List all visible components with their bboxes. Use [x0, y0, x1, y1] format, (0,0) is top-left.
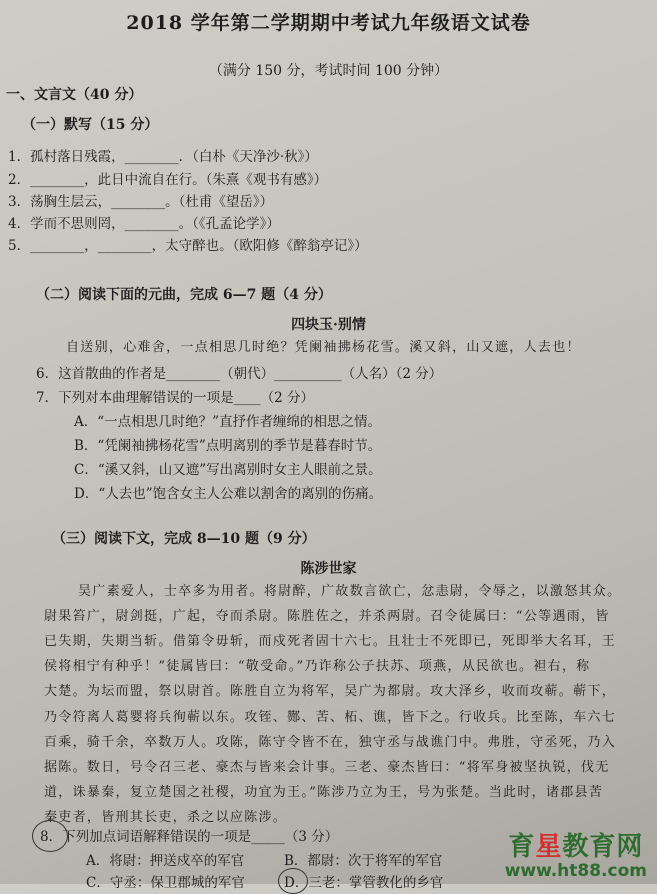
poem-title: 四块玉·别情	[291, 317, 366, 333]
part1-heading: 一、文言文（40 分）	[6, 87, 143, 103]
passage-line: 大楚。为坛而盟，祭以尉首。陈胜自立为将军，吴广为都尉。攻大泽乡，收而攻蕲。蕲下，	[44, 684, 617, 699]
q8-option-a: A．将尉：押送戍卒的军官	[86, 853, 245, 869]
section1-heading: （一）默写（15 分）	[22, 117, 159, 133]
passage-line: 百乘，骑千余，卒数万人。攻陈，陈守令皆不在，独守丞与战谯门中。弗胜，守丞死，乃入	[44, 735, 617, 750]
q7-option-b: B．“凭阑袖拂杨花雪”点明离别的季节是暮春时节。	[74, 438, 382, 454]
q8-option-d: D．三老：掌管教化的乡官	[284, 875, 444, 891]
q8-option-c: C．守丞：保卫郡城的军官	[86, 875, 245, 891]
passage-line: 吴广素爱人，士卒多为用者。将尉醉，广故数言欲亡，忿恚尉，令辱之，以激怒其众。	[78, 584, 622, 599]
passage-line: 乃令符离人葛婴将兵徇蕲以东。攻铚、酂、苦、柘、谯，皆下之。行收兵。比至陈，车六七	[44, 710, 617, 725]
question-5: 5．________，________，太守醉也。（欧阳修《醉翁亭记》）	[8, 238, 368, 254]
site-watermark	[505, 826, 647, 881]
exam-title: 2018 学年第二学期期中考试九年级语文试卷	[126, 12, 531, 34]
q7-option-c: C．“溪又斜，山又遮”写出离别时女主人眼前之景。	[74, 462, 382, 478]
question-3: 3．荡胸生层云，________。（杜甫《望岳》）	[8, 194, 274, 210]
question-1: 1．孤村落日残霞，________．（白朴《天净沙·秋》）	[8, 149, 318, 165]
passage-line: 已失期，失期当斩。借第令毋斩，而戍死者固十六七。且壮士不死即已，死即举大名耳，王	[44, 634, 617, 649]
passage-title: 陈涉世家	[300, 561, 357, 577]
question-2: 2．________，此日中流自在行。（朱熹《观书有感》）	[8, 172, 328, 188]
question-8: 8．下列加点词语解释错误的一项是_____（3 分）	[40, 829, 339, 845]
passage-line: 据陈。数日，号令召三老、豪杰与皆来会计事。三老、豪杰皆曰：“将军身被坚执锐，伐无	[44, 760, 610, 775]
watermark-url: www.ht88.com	[504, 861, 647, 881]
watermark-brand: 育星教育网	[508, 832, 644, 862]
question-4: 4．学而不思则罔，________。（《孔孟论学》）	[8, 216, 280, 232]
question-6: 6．这首散曲的作者是________（朝代）__________（人名）（2 分）	[36, 366, 443, 382]
section3-heading: （三）阅读下文，完成 8—10 题（9 分）	[52, 531, 316, 547]
passage-line: 尉果笞广，尉剑挺，广起，夺而杀尉。陈胜佐之，并杀两尉。召令徒属曰：“公等遇雨，皆	[44, 609, 610, 624]
q7-option-d: D．“人去也”饱含女主人公难以割舍的离别的伤痛。	[74, 486, 383, 502]
passage-line: 道，诛暴秦，复立楚国之社稷，功宜为王。”陈涉乃立为王，号为张楚。当此时，诸郡县苦	[44, 785, 604, 800]
q8-option-b: B．都尉：次于将军的军官	[284, 853, 443, 869]
section2-heading: （二）阅读下面的元曲，完成 6—7 题（4 分）	[36, 287, 332, 303]
poem-text: 自送别，心难舍，一点相思几时绝？凭阑袖拂杨花雪。溪又斜，山又遮，人去也！	[66, 340, 581, 355]
star-glyph: 星	[535, 832, 563, 862]
question-7: 7．下列对本曲理解错误的一项是____（2 分）	[36, 390, 314, 406]
q7-option-a: A．“一点相思几时绝？”直抒作者缠绵的相思之情。	[74, 414, 382, 430]
passage-line: 秦吏者，皆刑其长吏，杀之以应陈涉。	[44, 810, 288, 825]
exam-subtitle: （满分 150 分，考试时间 100 分钟）	[208, 63, 449, 79]
passage-line: 侯将相宁有种乎！”徒属皆曰：“敬受命。”乃诈称公子扶苏、项燕，从民欲也。袒右，称	[44, 659, 591, 674]
